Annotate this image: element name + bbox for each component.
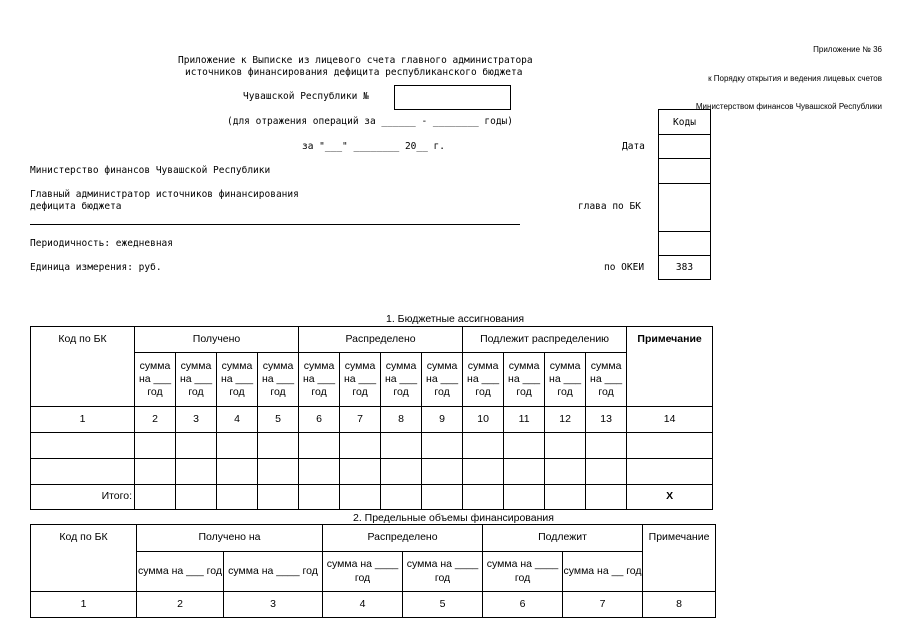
table-cell[interactable] (258, 459, 299, 485)
republic-number-label: Чувашской Республики № (243, 91, 369, 102)
annex-line-3: Министерством финансов Чувашской Республики (695, 102, 882, 111)
table1-col-number: 14 (627, 407, 713, 433)
admin-label-line-1: Главный администратор источников финансирования (30, 189, 299, 200)
table1-col-number: 7 (340, 407, 381, 433)
table-cell[interactable] (31, 433, 135, 459)
table1-col-number: 6 (299, 407, 340, 433)
date-code-label: Дата (622, 141, 645, 152)
codes-divider (659, 134, 710, 135)
table-cell[interactable] (586, 433, 627, 459)
annex-line-1: Приложение № 36 (813, 45, 882, 54)
table1-sum-year-header: сумма на ___ год (176, 353, 217, 407)
table-cell[interactable] (258, 485, 299, 510)
table1-col-number: 9 (422, 407, 463, 433)
table2-subject-header: Подлежит (483, 525, 643, 552)
table1-total-row (31, 485, 713, 510)
table2-sum-year-header: сумма на ____ год (403, 552, 483, 592)
table2-col-number: 3 (224, 592, 323, 618)
table-cell[interactable] (463, 433, 504, 459)
table1-total-note: Х (627, 485, 713, 510)
table2-col-number: 4 (323, 592, 403, 618)
table1-col-number: 4 (217, 407, 258, 433)
table1-col-number: 2 (135, 407, 176, 433)
table-cell[interactable] (586, 459, 627, 485)
table2-col-number: 8 (643, 592, 716, 618)
table2-sum-year-header: сумма на ___ год (137, 552, 224, 592)
table2-distributed-header: Распределено (323, 525, 483, 552)
table-cell[interactable] (176, 433, 217, 459)
table-cell[interactable] (545, 433, 586, 459)
table1-col-number: 13 (586, 407, 627, 433)
document-title-line-2: источников финансирования дефицита республиканского бюджета (185, 67, 523, 78)
bk-chapter-label: глава по БК (578, 201, 641, 212)
table-cell[interactable] (545, 485, 586, 510)
period-text: (для отражения операций за ______ - ________ годы) (227, 116, 513, 127)
table1-sum-year-header: сумма на ___ год (586, 353, 627, 407)
table1-col-number: 8 (381, 407, 422, 433)
codes-box (658, 109, 711, 280)
codes-divider (659, 158, 710, 159)
table-cell[interactable] (504, 459, 545, 485)
table2-sum-year-header: сумма на __ год (563, 552, 643, 592)
table2-col-number: 6 (483, 592, 563, 618)
table2-number-row (31, 592, 716, 618)
table-cell[interactable] (463, 459, 504, 485)
date-text: за "___" ________ 20__ г. (302, 141, 445, 152)
table2-sum-year-header: сумма на ____ год (323, 552, 403, 592)
table2-col-number: 5 (403, 592, 483, 618)
table1-col-number: 3 (176, 407, 217, 433)
table2-col-number: 7 (563, 592, 643, 618)
admin-label-line-2: дефицита бюджета (30, 201, 122, 212)
table2-sum-year-header: сумма на ____ год (224, 552, 323, 592)
table1-received-header: Получено (135, 327, 299, 353)
table-cell[interactable] (340, 433, 381, 459)
financing-limits-table (30, 524, 716, 618)
table-cell[interactable] (340, 459, 381, 485)
table-cell[interactable] (504, 485, 545, 510)
table1-sum-year-header: сумма на ___ год (258, 353, 299, 407)
table1-col-number: 11 (504, 407, 545, 433)
table-cell[interactable] (217, 433, 258, 459)
table1-number-row (31, 407, 713, 433)
table1-sum-year-header: сумма на ___ год (135, 353, 176, 407)
ministry-name: Министерство финансов Чувашской Республики (30, 165, 271, 176)
unit-label: Единица измерения: руб. (30, 262, 162, 273)
table2-col-number: 2 (137, 592, 224, 618)
table1-sum-year-header: сумма на ___ год (422, 353, 463, 407)
table1-sum-year-header: сумма на ___ год (504, 353, 545, 407)
table2-code-header: Код по БК (31, 525, 137, 592)
codes-divider (659, 231, 710, 232)
table-row (31, 459, 713, 485)
table-cell[interactable] (627, 433, 713, 459)
okei-label: по ОКЕИ (604, 262, 645, 273)
table-cell[interactable] (135, 485, 176, 510)
table-cell[interactable] (176, 459, 217, 485)
periodicity-label: Периодичность: ежедневная (30, 238, 173, 249)
table-cell[interactable] (422, 433, 463, 459)
table-cell[interactable] (299, 433, 340, 459)
table1-title: 1. Бюджетные ассигнования (386, 313, 525, 325)
table-cell[interactable] (586, 485, 627, 510)
table1-col-number: 12 (545, 407, 586, 433)
table-cell[interactable] (258, 433, 299, 459)
table2-col-number: 1 (31, 592, 137, 618)
document-title-line-1: Приложение к Выписке из лицевого счета главного администратора (178, 55, 533, 66)
table1-code-header: Код по БК (31, 327, 135, 407)
table1-sum-year-header: сумма на ___ год (299, 353, 340, 407)
table1-to-distribute-header: Подлежит распределению (463, 327, 627, 353)
table1-sum-year-header: сумма на ___ год (463, 353, 504, 407)
annex-line-2: к Порядку открытия и ведения лицевых счетов (708, 73, 882, 83)
table1-col-number: 5 (258, 407, 299, 433)
table-cell[interactable] (176, 485, 217, 510)
table2-received-header: Получено на (137, 525, 323, 552)
table-cell[interactable] (422, 485, 463, 510)
codes-divider (659, 255, 710, 256)
table-cell[interactable] (135, 459, 176, 485)
table1-total-label: Итого: (31, 485, 135, 510)
table1-note-header: Примечание (627, 327, 713, 407)
budget-allocations-table (30, 326, 713, 510)
table1-col-number: 1 (31, 407, 135, 433)
table-cell[interactable] (135, 433, 176, 459)
statement-number-field[interactable] (394, 85, 511, 110)
codes-header: Коды (673, 117, 696, 128)
table-cell[interactable] (545, 459, 586, 485)
table-cell[interactable] (463, 485, 504, 510)
table-cell[interactable] (340, 485, 381, 510)
table-cell[interactable] (381, 433, 422, 459)
table-cell[interactable] (422, 459, 463, 485)
table2-sum-year-header: сумма на ____ год (483, 552, 563, 592)
table1-sum-year-header: сумма на ___ год (340, 353, 381, 407)
table-cell[interactable] (381, 459, 422, 485)
codes-divider (659, 183, 710, 184)
table-cell[interactable] (299, 485, 340, 510)
table1-sum-year-header: сумма на ___ год (381, 353, 422, 407)
table-cell[interactable] (299, 459, 340, 485)
annex-block (696, 26, 882, 121)
table-row (31, 433, 713, 459)
table1-sum-year-header: сумма на ___ год (545, 353, 586, 407)
table1-col-number: 10 (463, 407, 504, 433)
table-cell[interactable] (381, 485, 422, 510)
admin-underline (30, 224, 520, 225)
table-cell[interactable] (504, 433, 545, 459)
table-cell[interactable] (31, 459, 135, 485)
table1-distributed-header: Распределено (299, 327, 463, 353)
table1-sum-year-header: сумма на ___ год (217, 353, 258, 407)
table2-note-header: Примечание (643, 525, 716, 592)
okei-code-value: 383 (675, 262, 694, 273)
table-cell[interactable] (217, 459, 258, 485)
table-cell[interactable] (217, 485, 258, 510)
table2-title: 2. Предельные объемы финансирования (353, 512, 554, 524)
table-cell[interactable] (627, 459, 713, 485)
